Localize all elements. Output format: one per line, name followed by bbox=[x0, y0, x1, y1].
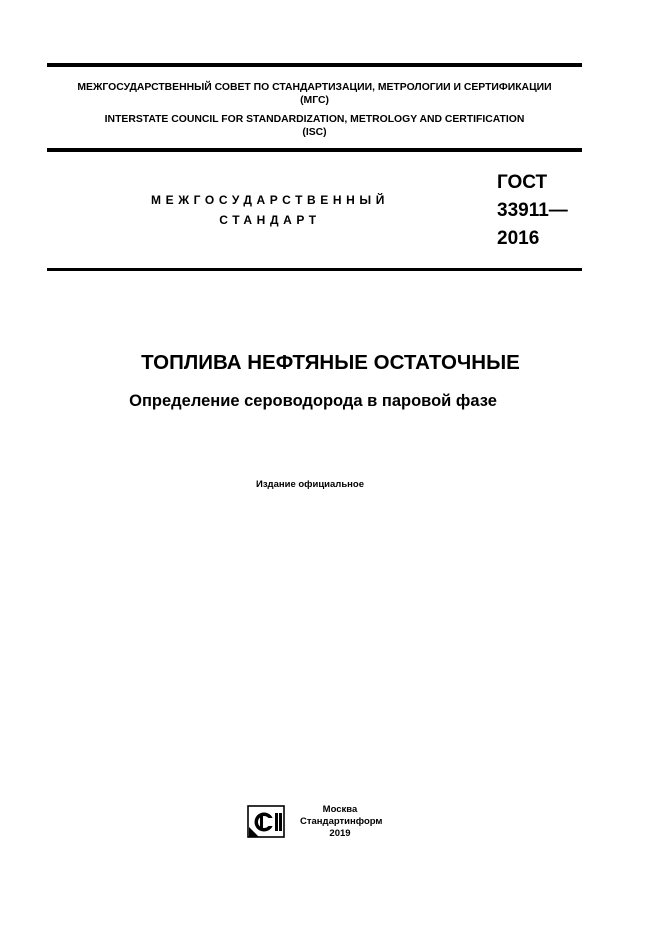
council-name-en: INTERSTATE COUNCIL FOR STANDARDIZATION, METROLOGY AND CERTIFICATION bbox=[104, 114, 525, 125]
top-rule bbox=[47, 63, 582, 67]
gost-number: 33911— bbox=[497, 200, 568, 221]
gost-prefix: ГОСТ bbox=[497, 172, 548, 193]
bottom-rule bbox=[47, 268, 582, 271]
document-subtitle: Определение сероводорода в паровой фазе bbox=[129, 392, 497, 410]
standard-kind-line2: СТАНДАРТ bbox=[219, 213, 321, 227]
edition-note: Издание официальное bbox=[256, 479, 364, 490]
council-name-ru: МЕЖГОСУДАРСТВЕННЫЙ СОВЕТ ПО СТАНДАРТИЗАЦИИ, МЕТРОЛОГИИ И СЕРТИФИКАЦИИ bbox=[77, 82, 552, 93]
council-abbr-ru: (МГС) bbox=[300, 95, 329, 106]
publication-year: 2019 bbox=[329, 828, 351, 839]
middle-rule bbox=[47, 148, 582, 152]
standard-kind-line1: МЕЖГОСУДАРСТВЕННЫЙ bbox=[151, 193, 389, 207]
publisher-city: Москва bbox=[322, 804, 358, 815]
publisher-name: Стандартинформ bbox=[300, 816, 383, 827]
standartinform-logo-icon bbox=[247, 805, 285, 838]
document-title: ТОПЛИВА НЕФТЯНЫЕ ОСТАТОЧНЫЕ bbox=[141, 351, 520, 374]
gost-year: 2016 bbox=[497, 228, 540, 249]
council-abbr-en: (ISC) bbox=[302, 127, 327, 138]
